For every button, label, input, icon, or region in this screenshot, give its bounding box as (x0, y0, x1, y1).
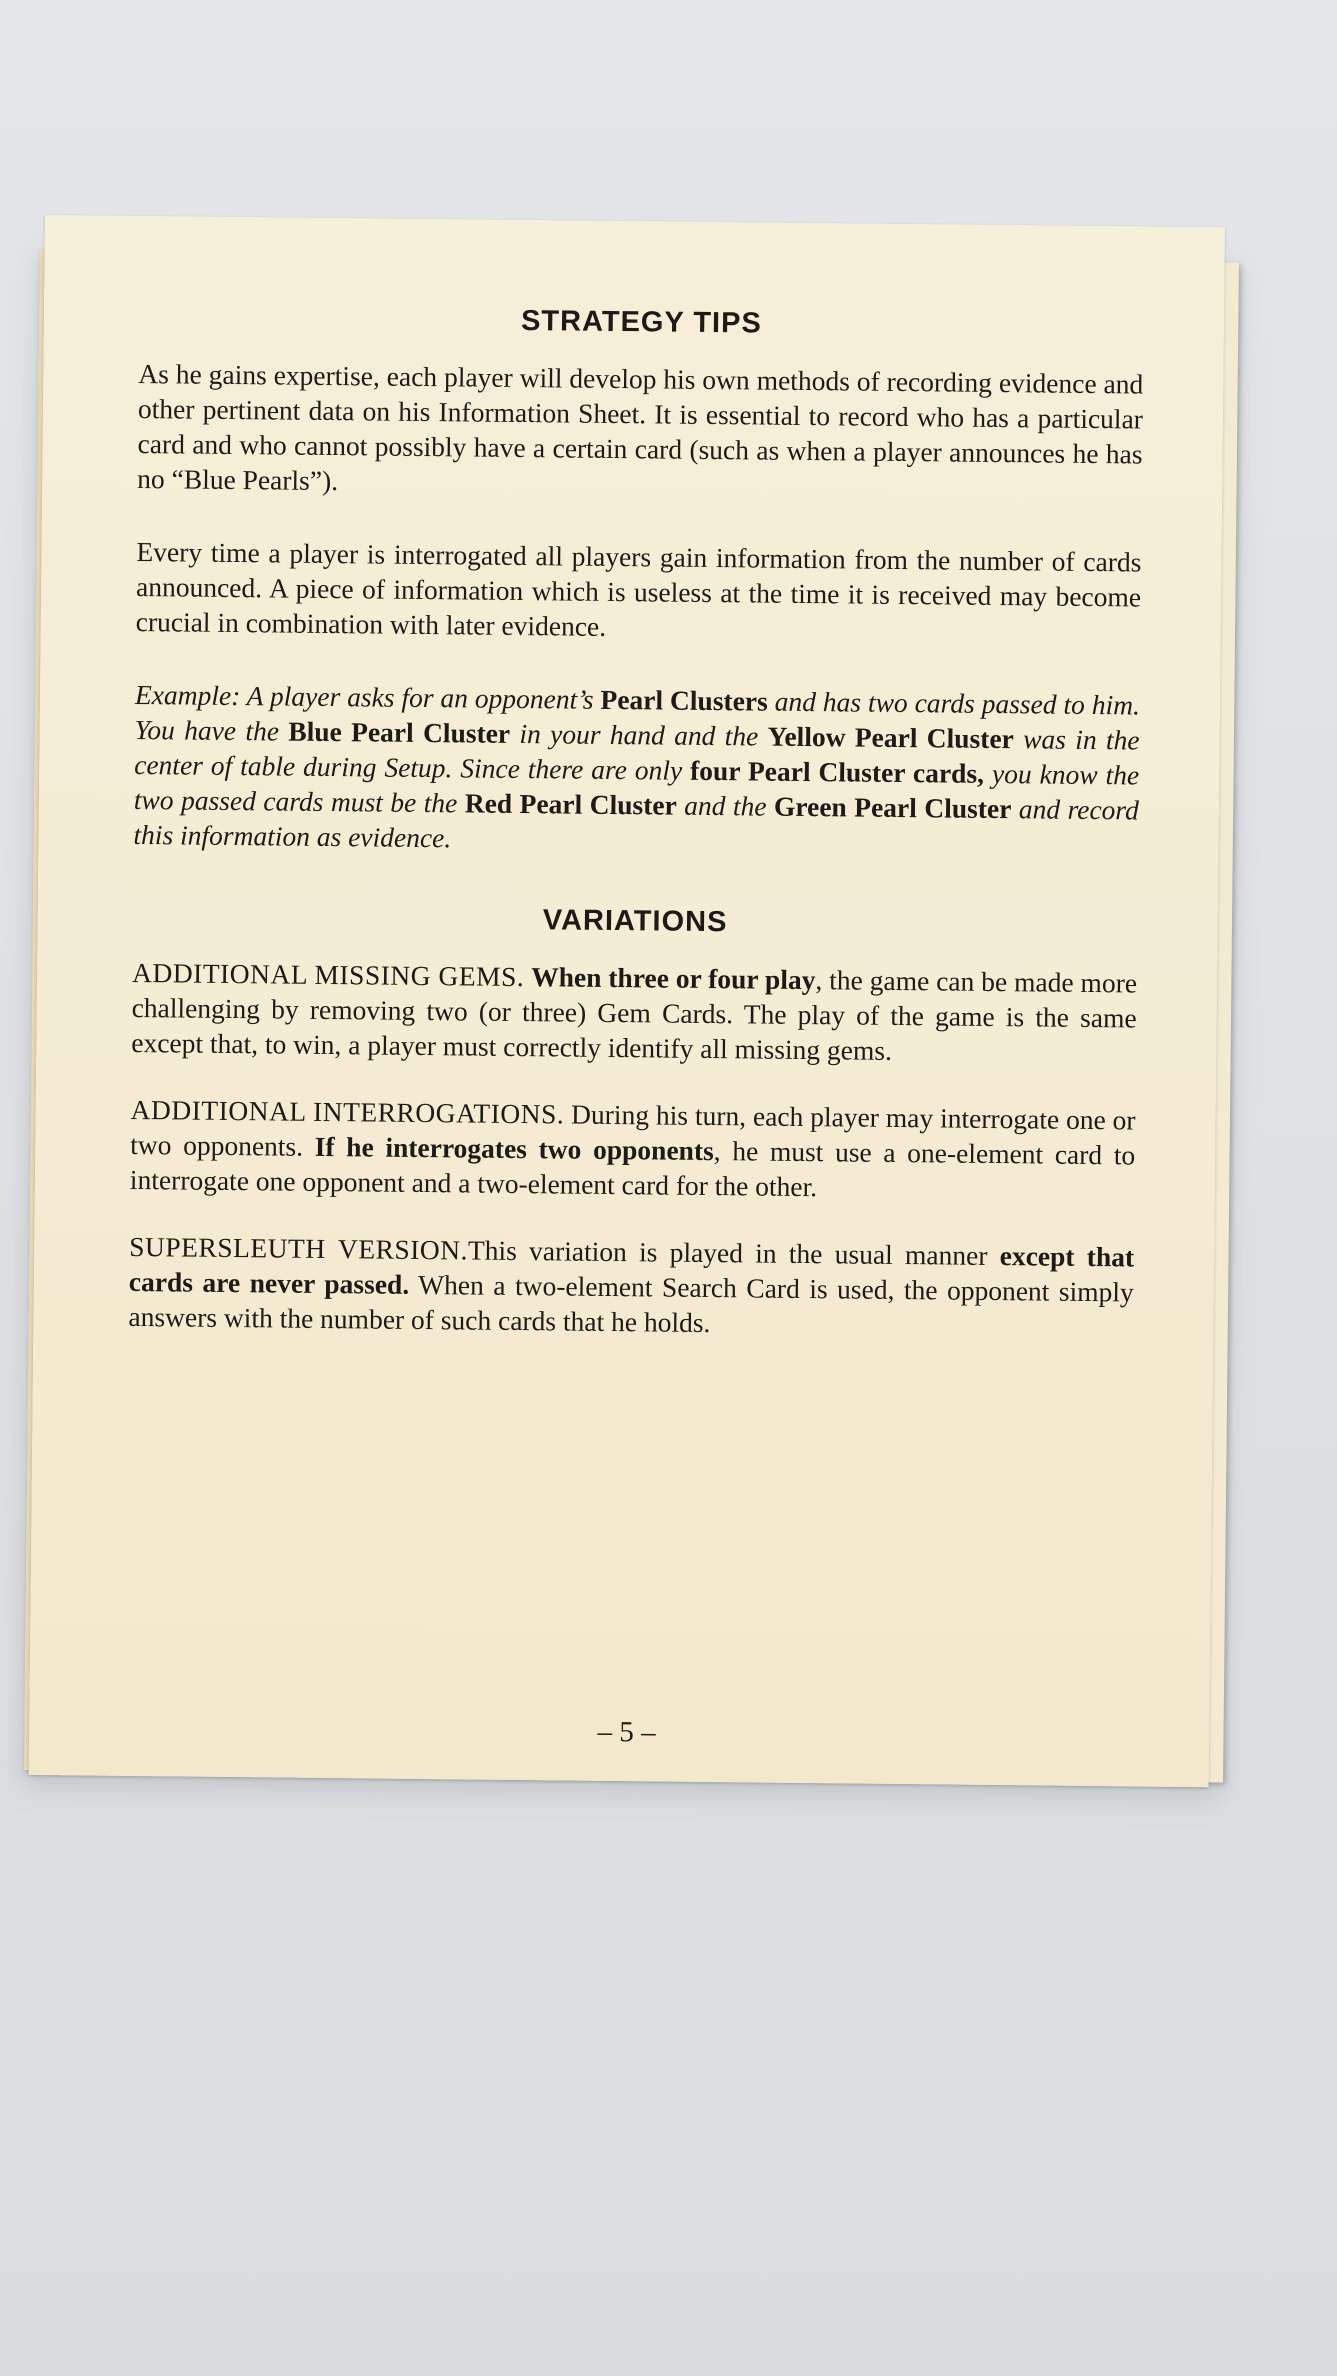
example-text-5: you know the two passed cards must be the (133, 757, 1140, 819)
variation-interrogations-bold: If he interrogates two opponents (314, 1130, 714, 1167)
variation-supersleuth-text-1: This variation is played in the usual manner (467, 1234, 1000, 1272)
example-bold-yellow-pearl-cluster: Yellow Pearl Cluster (767, 720, 1015, 755)
page-number: – 5 – (597, 1715, 656, 1749)
example-text-2: and has two cards passed to him. You have the (134, 685, 1141, 747)
variation-supersleuth-title: SUPERSLEUTH VERSION. (129, 1230, 469, 1266)
page-content (128, 301, 1144, 1749)
example-text-7: and record this information as evidence. (133, 793, 1139, 854)
variation-interrogations-title: ADDITIONAL INTERROGATIONS. (130, 1093, 565, 1130)
example-text-4: was in the center of table during Setup. Since there are only (134, 723, 1140, 786)
variation-interrogations-text-1: During his turn, each player may interrogate one or two opponents. (130, 1098, 1136, 1162)
variation-missing-gems (131, 955, 1137, 1071)
example-bold-pearl-clusters: Pearl Clusters (600, 683, 768, 717)
variation-missing-gems-text: , the game can be made more challenging by removing two (or three) Gem Cards. The play of the game is the same except that, to win, a player must correctly identify all missing gems. (131, 964, 1138, 1066)
strategy-example-paragraph (133, 677, 1140, 863)
example-text-3: in your hand and the (509, 717, 768, 752)
variation-missing-gems-title: ADDITIONAL MISSING GEMS. (131, 956, 525, 993)
example-bold-green-pearl-cluster: Green Pearl Cluster (773, 790, 1012, 825)
strategy-paragraph-2: Every time a player is interrogated all players gain information from the number of cards announced. A piece of information which is useless at the time it is received may become crucial in combination with later evidence. (135, 535, 1142, 642)
variation-missing-gems-bold: When three or four play (531, 961, 816, 996)
strategy-paragraph-1: As he gains expertise, each player will develop his own methods of recording evidence and other pertinent data on his Information Sheet. It is essential to record who has a particular card and who cannot possibly have a certain card (such as when a player announces he has no “Blue Pearls”). (137, 357, 1144, 497)
variation-interrogations-text-2: , he must use a one-element card to interrogate one opponent and a two-element card for the other. (129, 1135, 1136, 1203)
example-text-6: and the (676, 789, 775, 822)
booklet-page (29, 215, 1225, 1787)
example-bold-four-pearl-cluster-cards: four Pearl Cluster cards, (689, 754, 985, 789)
example-bold-red-pearl-cluster: Red Pearl Cluster (464, 787, 677, 821)
strategy-tips-heading: STRATEGY TIPS (520, 304, 762, 340)
variation-interrogations (130, 1092, 1136, 1208)
example-bold-blue-pearl-cluster: Blue Pearl Cluster (288, 715, 511, 749)
variations-heading: VARIATIONS (542, 904, 728, 939)
variation-supersleuth-bold: except that cards are never passed. (128, 1240, 1135, 1300)
variation-supersleuth-text-2: When a two-element Search Card is used, the opponent simply answers with the number of such cards that he holds. (128, 1268, 1134, 1339)
example-text-1: Example: A player asks for an opponent’s (134, 678, 601, 715)
variation-supersleuth (128, 1229, 1134, 1345)
